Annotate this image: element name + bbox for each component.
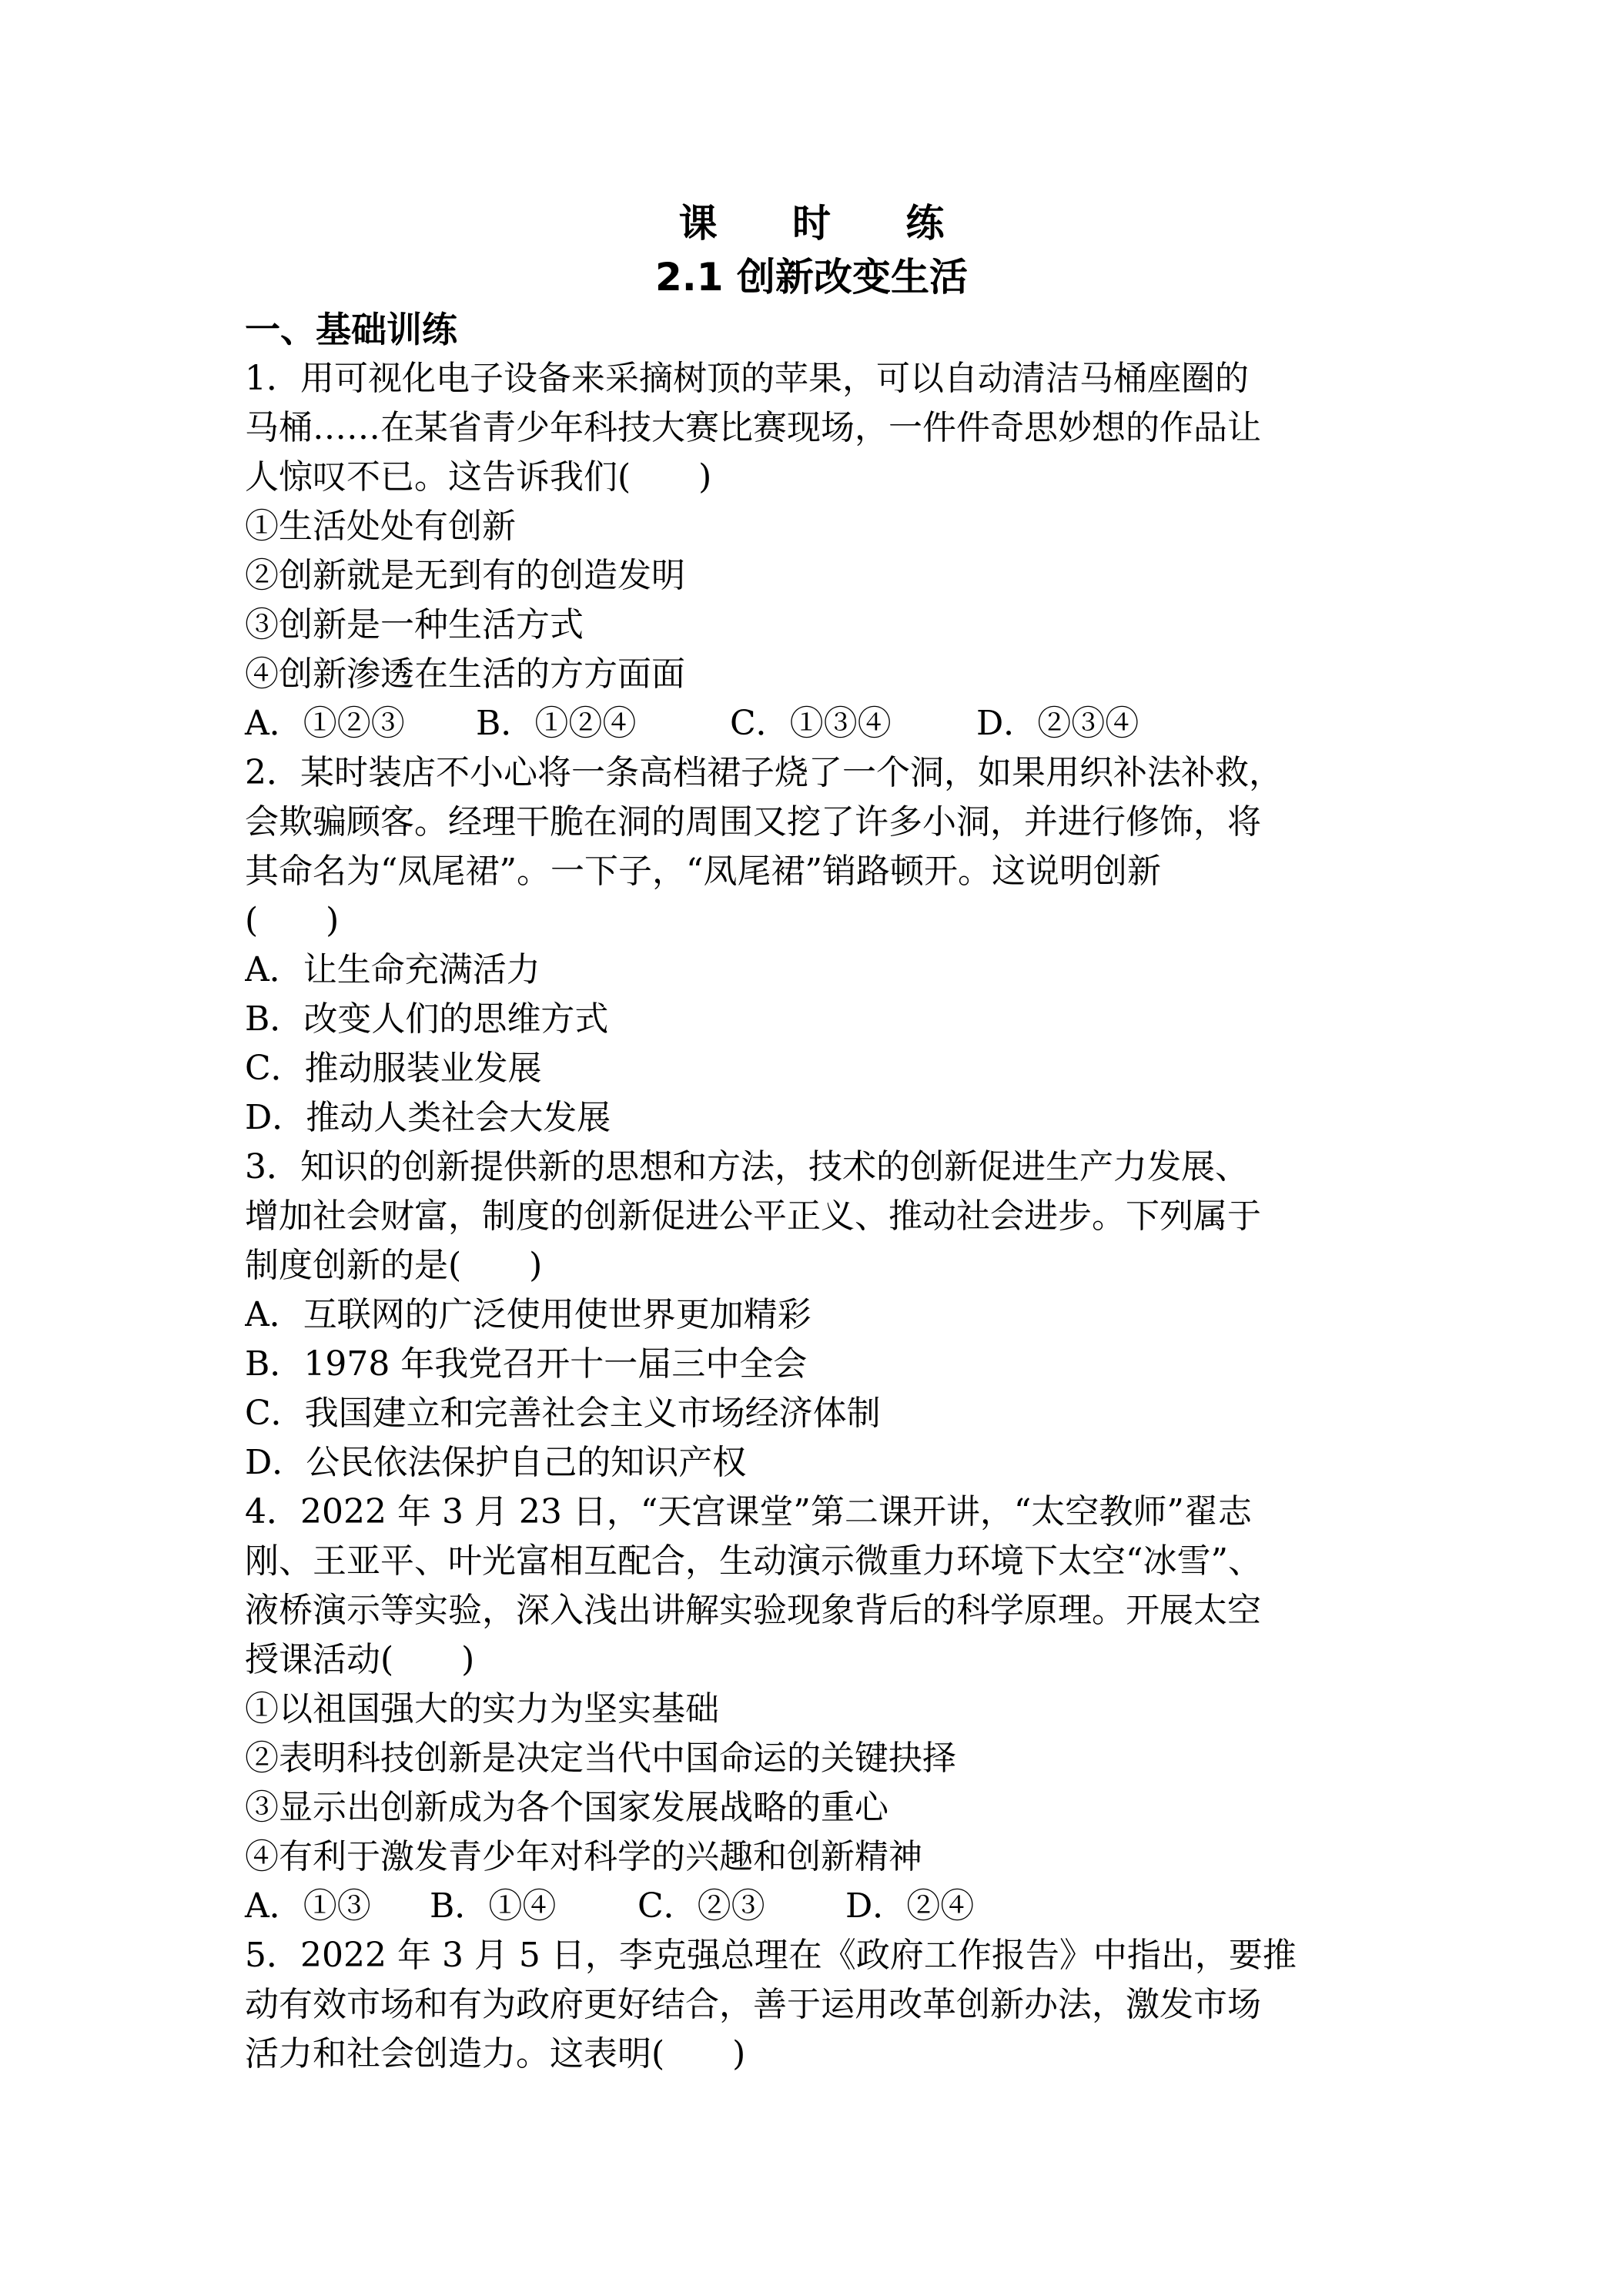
question-4-statement: ④有利于激发青少年对科学的兴趣和创新精神 <box>245 1837 922 1876</box>
question-4-stem-line: 刚、王亚平、叶光富相互配合，生动演示微重力环境下太空“冰雪”、 <box>245 1541 1262 1581</box>
option-c: C．②③ <box>637 1886 765 1926</box>
option-b: B．①②④ <box>476 704 637 743</box>
question-5-stem-line: 活力和社会创造力。这表明( ) <box>245 2034 746 2073</box>
question-5 <box>245 1931 1400 2079</box>
question-4-stem-line: 4．2022 年 3 月 23 日，“天宫课堂”第二课开讲，“太空教师”翟志 <box>245 1492 1252 1531</box>
option-a: A．让生命充满活力 <box>245 950 540 989</box>
option-b: B．1978 年我党召开十一届三中全会 <box>245 1344 808 1384</box>
option-c: C．①③④ <box>730 704 892 743</box>
question-4-statement: ③显示出创新成为各个国家发展战略的重心 <box>245 1788 888 1827</box>
option-b: B．改变人们的思维方式 <box>245 999 609 1039</box>
question-2-stem-line: 2．某时装店不小心将一条高档裙子烧了一个洞，如果用织补法补救， <box>245 753 1283 792</box>
question-3-stem-line: 3．知识的创新提供新的思想和方法，技术的创新促进生产力发展、 <box>245 1147 1249 1186</box>
question-4-statement: ①以祖国强大的实力为坚实基础 <box>245 1689 719 1729</box>
question-4-statement: ②表明科技创新是决定当代中国命运的关键抉择 <box>245 1739 956 1778</box>
question-1 <box>245 354 1400 748</box>
option-b: B．①④ <box>430 1886 557 1926</box>
question-2 <box>245 748 1400 1143</box>
page-title: 课 时 练 <box>678 201 975 246</box>
option-a: A．①②③ <box>245 704 405 743</box>
option-c: C．我国建立和完善社会主义市场经济体制 <box>245 1394 881 1433</box>
page-subtitle: 2.1 创新改变生活 <box>655 255 968 300</box>
question-5-stem-line: 动有效市场和有为政府更好结合，善于运用改革创新办法，激发市场 <box>245 1985 1261 2024</box>
question-3 <box>245 1143 1400 1488</box>
question-4 <box>245 1488 1400 1931</box>
question-1-statement: ④创新渗透在生活的方方面面 <box>245 654 685 694</box>
question-4-stem-line: 液桥演示等实验，深入浅出讲解实验现象背后的科学原理。开展太空 <box>245 1591 1261 1630</box>
question-2-stem-line: ( ) <box>245 901 340 940</box>
section-heading: 一、基础训练 <box>245 309 457 350</box>
question-1-stem-line: 人惊叹不已。这告诉我们( ) <box>245 457 712 497</box>
question-4-stem-line: 授课活动( ) <box>245 1640 475 1679</box>
question-1-options <box>245 699 1400 748</box>
option-d: D．推动人类社会大发展 <box>245 1098 611 1137</box>
option-c: C．推动服装业发展 <box>245 1049 542 1088</box>
question-1-stem-line: 马桶……在某省青少年科技大赛比赛现场，一件件奇思妙想的作品让 <box>245 408 1261 447</box>
question-2-stem-line: 其命名为“凤尾裙”。一下子，“凤尾裙”销路顿开。这说明创新 <box>245 852 1161 891</box>
question-1-statement: ②创新就是无到有的创造发明 <box>245 556 685 595</box>
question-1-stem-line: 1．用可视化电子设备来采摘树顶的苹果，可以自动清洁马桶座圈的 <box>245 359 1249 398</box>
question-1-statement: ①生活处处有创新 <box>245 507 516 546</box>
option-a: A．①③ <box>245 1886 371 1926</box>
document-content <box>245 305 1400 2079</box>
question-4-options <box>245 1882 1400 1931</box>
question-5-stem-line: 5．2022 年 3 月 5 日，李克强总理在《政府工作报告》中指出，要推 <box>245 1936 1297 1975</box>
question-3-stem-line: 制度创新的是( ) <box>245 1246 543 1285</box>
option-a: A．互联网的广泛使用使世界更加精彩 <box>245 1295 812 1334</box>
option-d: D．②④ <box>845 1886 975 1926</box>
question-3-stem-line: 增加社会财富，制度的创新促进公平正义、推动社会进步。下列属于 <box>245 1197 1261 1236</box>
option-d: D．②③④ <box>976 704 1139 743</box>
question-2-stem-line: 会欺骗顾客。经理干脆在洞的周围又挖了许多小洞，并进行修饰，将 <box>245 802 1261 842</box>
question-1-statement: ③创新是一种生活方式 <box>245 605 584 644</box>
option-d: D．公民依法保护自己的知识产权 <box>245 1443 747 1482</box>
